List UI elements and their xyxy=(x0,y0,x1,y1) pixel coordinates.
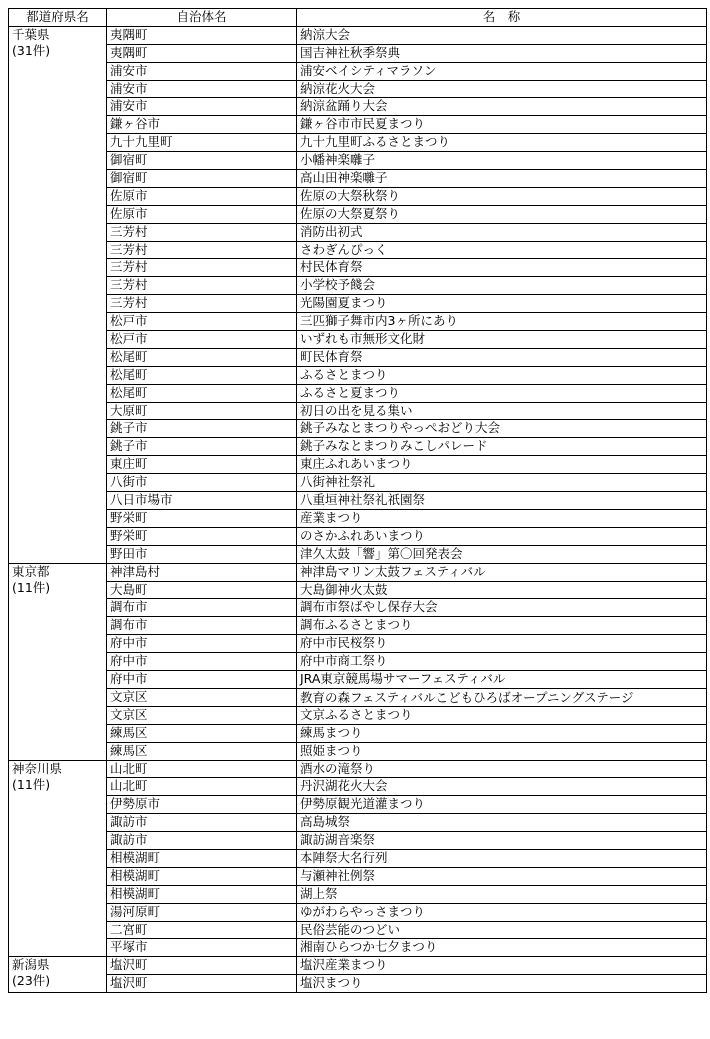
table-body xyxy=(9,26,707,992)
table-row xyxy=(9,849,707,867)
event-name-cell: 小学校予餞会 xyxy=(297,277,707,295)
table-row xyxy=(9,474,707,492)
table-row xyxy=(9,635,707,653)
municipality-cell: 夷隅町 xyxy=(107,44,297,62)
municipality-cell: 三芳村 xyxy=(107,241,297,259)
event-name-cell: JRA東京競馬場サマーフェスティバル xyxy=(297,670,707,688)
event-name-cell: 小幡神楽囃子 xyxy=(297,152,707,170)
municipality-cell: 九十九里町 xyxy=(107,134,297,152)
table-row xyxy=(9,170,707,188)
event-name-cell: 文京ふるさとまつり xyxy=(297,706,707,724)
prefecture-name: 神奈川県 xyxy=(12,760,63,776)
municipality-cell: 伊勢原市 xyxy=(107,796,297,814)
table-row xyxy=(9,670,707,688)
event-name-cell: 練馬まつり xyxy=(297,724,707,742)
municipality-cell: 塩沢町 xyxy=(107,957,297,975)
municipality-cell: 夷隅町 xyxy=(107,26,297,44)
table-row xyxy=(9,348,707,366)
event-name-cell: 佐原の大祭夏祭り xyxy=(297,205,707,223)
table-row xyxy=(9,760,707,778)
event-name-cell: 民俗芸能のつどい xyxy=(297,921,707,939)
municipality-cell: 山北町 xyxy=(107,778,297,796)
municipality-cell: 八日市場市 xyxy=(107,492,297,510)
event-name-cell: 照姫まつり xyxy=(297,742,707,760)
event-name-cell: のさかふれあいまつり xyxy=(297,527,707,545)
table-row xyxy=(9,80,707,98)
municipality-cell: 三芳村 xyxy=(107,259,297,277)
table-row xyxy=(9,116,707,134)
event-name-cell: ゆがわらやっさまつり xyxy=(297,903,707,921)
table-row xyxy=(9,796,707,814)
table-row xyxy=(9,456,707,474)
table-row xyxy=(9,420,707,438)
municipality-cell: 諏訪市 xyxy=(107,814,297,832)
event-name-cell: 教育の森フェスティバルこどもひろばオープニングステージ xyxy=(297,688,707,706)
header-prefecture: 都道府県名 xyxy=(9,9,107,27)
event-name-cell: 伊勢原観光道灌まつり xyxy=(297,796,707,814)
municipality-cell: 御宿町 xyxy=(107,152,297,170)
event-name-cell: 調布市祭ばやし保存大会 xyxy=(297,599,707,617)
events-table xyxy=(8,8,707,993)
event-name-cell: いずれも市無形文化財 xyxy=(297,331,707,349)
municipality-cell: 調布市 xyxy=(107,617,297,635)
table-row xyxy=(9,599,707,617)
municipality-cell: 浦安市 xyxy=(107,62,297,80)
municipality-cell: 山北町 xyxy=(107,760,297,778)
table-row xyxy=(9,62,707,80)
table-row xyxy=(9,384,707,402)
municipality-cell: 大原町 xyxy=(107,402,297,420)
municipality-cell: 大島町 xyxy=(107,581,297,599)
prefecture-cell xyxy=(9,957,107,993)
municipality-cell: 佐原市 xyxy=(107,187,297,205)
event-name-cell: 大島御神火太鼓 xyxy=(297,581,707,599)
municipality-cell: 平塚市 xyxy=(107,939,297,957)
event-name-cell: 高島城祭 xyxy=(297,814,707,832)
event-name-cell: 諏訪湖音楽祭 xyxy=(297,832,707,850)
municipality-cell: 文京区 xyxy=(107,688,297,706)
prefecture-cell xyxy=(9,26,107,563)
municipality-cell: 湯河原町 xyxy=(107,903,297,921)
municipality-cell: 府中市 xyxy=(107,670,297,688)
table-row xyxy=(9,957,707,975)
table-row xyxy=(9,259,707,277)
table-row xyxy=(9,975,707,993)
municipality-cell: 三芳村 xyxy=(107,277,297,295)
event-name-cell: 塩沢まつり xyxy=(297,975,707,993)
table-row xyxy=(9,867,707,885)
municipality-cell: 相模湖町 xyxy=(107,849,297,867)
municipality-cell: 三芳村 xyxy=(107,223,297,241)
municipality-cell: 練馬区 xyxy=(107,724,297,742)
municipality-cell: 野田市 xyxy=(107,545,297,563)
table-row xyxy=(9,223,707,241)
municipality-cell: 松尾町 xyxy=(107,366,297,384)
event-name-cell: 府中市商工祭り xyxy=(297,653,707,671)
table-row xyxy=(9,509,707,527)
event-name-cell: 納涼大会 xyxy=(297,26,707,44)
event-name-cell: 銚子みなとまつりみこしパレード xyxy=(297,438,707,456)
municipality-cell: 東庄町 xyxy=(107,456,297,474)
municipality-cell: 塩沢町 xyxy=(107,975,297,993)
event-name-cell: 鎌ヶ谷市市民夏まつり xyxy=(297,116,707,134)
table-row xyxy=(9,581,707,599)
table-row xyxy=(9,778,707,796)
municipality-cell: 府中市 xyxy=(107,653,297,671)
table-row xyxy=(9,939,707,957)
municipality-cell: 浦安市 xyxy=(107,80,297,98)
municipality-cell: 相模湖町 xyxy=(107,867,297,885)
municipality-cell: 松戸市 xyxy=(107,313,297,331)
municipality-cell: 調布市 xyxy=(107,599,297,617)
municipality-cell: 二宮町 xyxy=(107,921,297,939)
municipality-cell: 文京区 xyxy=(107,706,297,724)
event-name-cell: 浦安ベイシティマラソン xyxy=(297,62,707,80)
event-name-cell: 佐原の大祭秋祭り xyxy=(297,187,707,205)
prefecture-count: (11件) xyxy=(12,776,51,792)
table-row xyxy=(9,205,707,223)
table-row xyxy=(9,277,707,295)
municipality-cell: 松尾町 xyxy=(107,348,297,366)
table-row xyxy=(9,832,707,850)
municipality-cell: 銚子市 xyxy=(107,420,297,438)
table-row xyxy=(9,814,707,832)
prefecture-cell xyxy=(9,760,107,957)
event-name-cell: 酒水の滝祭り xyxy=(297,760,707,778)
table-row xyxy=(9,688,707,706)
event-name-cell: 村民体育祭 xyxy=(297,259,707,277)
table-row xyxy=(9,545,707,563)
event-name-cell: 銚子みなとまつりやっぺおどり大会 xyxy=(297,420,707,438)
table-row xyxy=(9,313,707,331)
event-name-cell: 消防出初式 xyxy=(297,223,707,241)
table-row xyxy=(9,742,707,760)
table-row xyxy=(9,241,707,259)
prefecture-count: (23件) xyxy=(12,973,51,989)
table-row xyxy=(9,331,707,349)
event-name-cell: 光陽園夏まつり xyxy=(297,295,707,313)
municipality-cell: 練馬区 xyxy=(107,742,297,760)
prefecture-cell xyxy=(9,563,107,760)
table-row xyxy=(9,44,707,62)
municipality-cell: 佐原市 xyxy=(107,205,297,223)
table-row xyxy=(9,187,707,205)
table-row xyxy=(9,527,707,545)
table-row xyxy=(9,617,707,635)
municipality-cell: 野栄町 xyxy=(107,509,297,527)
table-row xyxy=(9,26,707,44)
event-name-cell: 納涼盆踊り大会 xyxy=(297,98,707,116)
table-row xyxy=(9,653,707,671)
event-name-cell: ふるさとまつり xyxy=(297,366,707,384)
municipality-cell: 松尾町 xyxy=(107,384,297,402)
table-row xyxy=(9,134,707,152)
header-event-name: 名 称 xyxy=(297,9,707,27)
event-name-cell: 本陣祭大名行列 xyxy=(297,849,707,867)
prefecture-name: 千葉県 xyxy=(12,26,50,42)
event-name-cell: 九十九里町ふるさとまつり xyxy=(297,134,707,152)
event-name-cell: 町民体育祭 xyxy=(297,348,707,366)
event-name-cell: 産業まつり xyxy=(297,509,707,527)
header-municipality: 自治体名 xyxy=(107,9,297,27)
table-row xyxy=(9,492,707,510)
event-name-cell: 湖上祭 xyxy=(297,885,707,903)
event-name-cell: 津久太鼓「響」第〇回発表会 xyxy=(297,545,707,563)
event-name-cell: 神津島マリン太鼓フェスティバル xyxy=(297,563,707,581)
municipality-cell: 銚子市 xyxy=(107,438,297,456)
table-row xyxy=(9,98,707,116)
event-name-cell: 府中市民桜祭り xyxy=(297,635,707,653)
table-row xyxy=(9,563,707,581)
event-name-cell: 三匹獅子舞市内3ヶ所にあり xyxy=(297,313,707,331)
table-row xyxy=(9,724,707,742)
event-name-cell: 高山田神楽囃子 xyxy=(297,170,707,188)
event-name-cell: 調布ふるさとまつり xyxy=(297,617,707,635)
event-name-cell: さわぎんぴっく xyxy=(297,241,707,259)
header-row xyxy=(9,9,707,27)
event-name-cell: ふるさと夏まつり xyxy=(297,384,707,402)
table-row xyxy=(9,706,707,724)
municipality-cell: 府中市 xyxy=(107,635,297,653)
event-name-cell: 初日の出を見る集い xyxy=(297,402,707,420)
table-row xyxy=(9,295,707,313)
event-name-cell: 与瀬神社例祭 xyxy=(297,867,707,885)
event-name-cell: 八重垣神社祭礼祇園祭 xyxy=(297,492,707,510)
municipality-cell: 八街市 xyxy=(107,474,297,492)
table-row xyxy=(9,152,707,170)
municipality-cell: 浦安市 xyxy=(107,98,297,116)
event-name-cell: 八街神社祭礼 xyxy=(297,474,707,492)
event-name-cell: 湘南ひらつか七夕まつり xyxy=(297,939,707,957)
event-name-cell: 塩沢産業まつり xyxy=(297,957,707,975)
municipality-cell: 諏訪市 xyxy=(107,832,297,850)
prefecture-count: (31件) xyxy=(12,42,51,58)
prefecture-count: (11件) xyxy=(12,579,51,595)
municipality-cell: 相模湖町 xyxy=(107,885,297,903)
table-header xyxy=(9,9,707,27)
municipality-cell: 三芳村 xyxy=(107,295,297,313)
municipality-cell: 野栄町 xyxy=(107,527,297,545)
table-row xyxy=(9,903,707,921)
prefecture-name: 新潟県 xyxy=(12,957,50,973)
municipality-cell: 御宿町 xyxy=(107,170,297,188)
table-row xyxy=(9,366,707,384)
event-name-cell: 納涼花火大会 xyxy=(297,80,707,98)
table-row xyxy=(9,438,707,456)
table-row xyxy=(9,402,707,420)
table-row xyxy=(9,921,707,939)
event-name-cell: 丹沢湖花火大会 xyxy=(297,778,707,796)
event-name-cell: 国吉神社秋季祭典 xyxy=(297,44,707,62)
event-name-cell: 東庄ふれあいまつり xyxy=(297,456,707,474)
table-row xyxy=(9,885,707,903)
municipality-cell: 松戸市 xyxy=(107,331,297,349)
prefecture-name: 東京都 xyxy=(12,563,50,579)
municipality-cell: 神津島村 xyxy=(107,563,297,581)
municipality-cell: 鎌ヶ谷市 xyxy=(107,116,297,134)
